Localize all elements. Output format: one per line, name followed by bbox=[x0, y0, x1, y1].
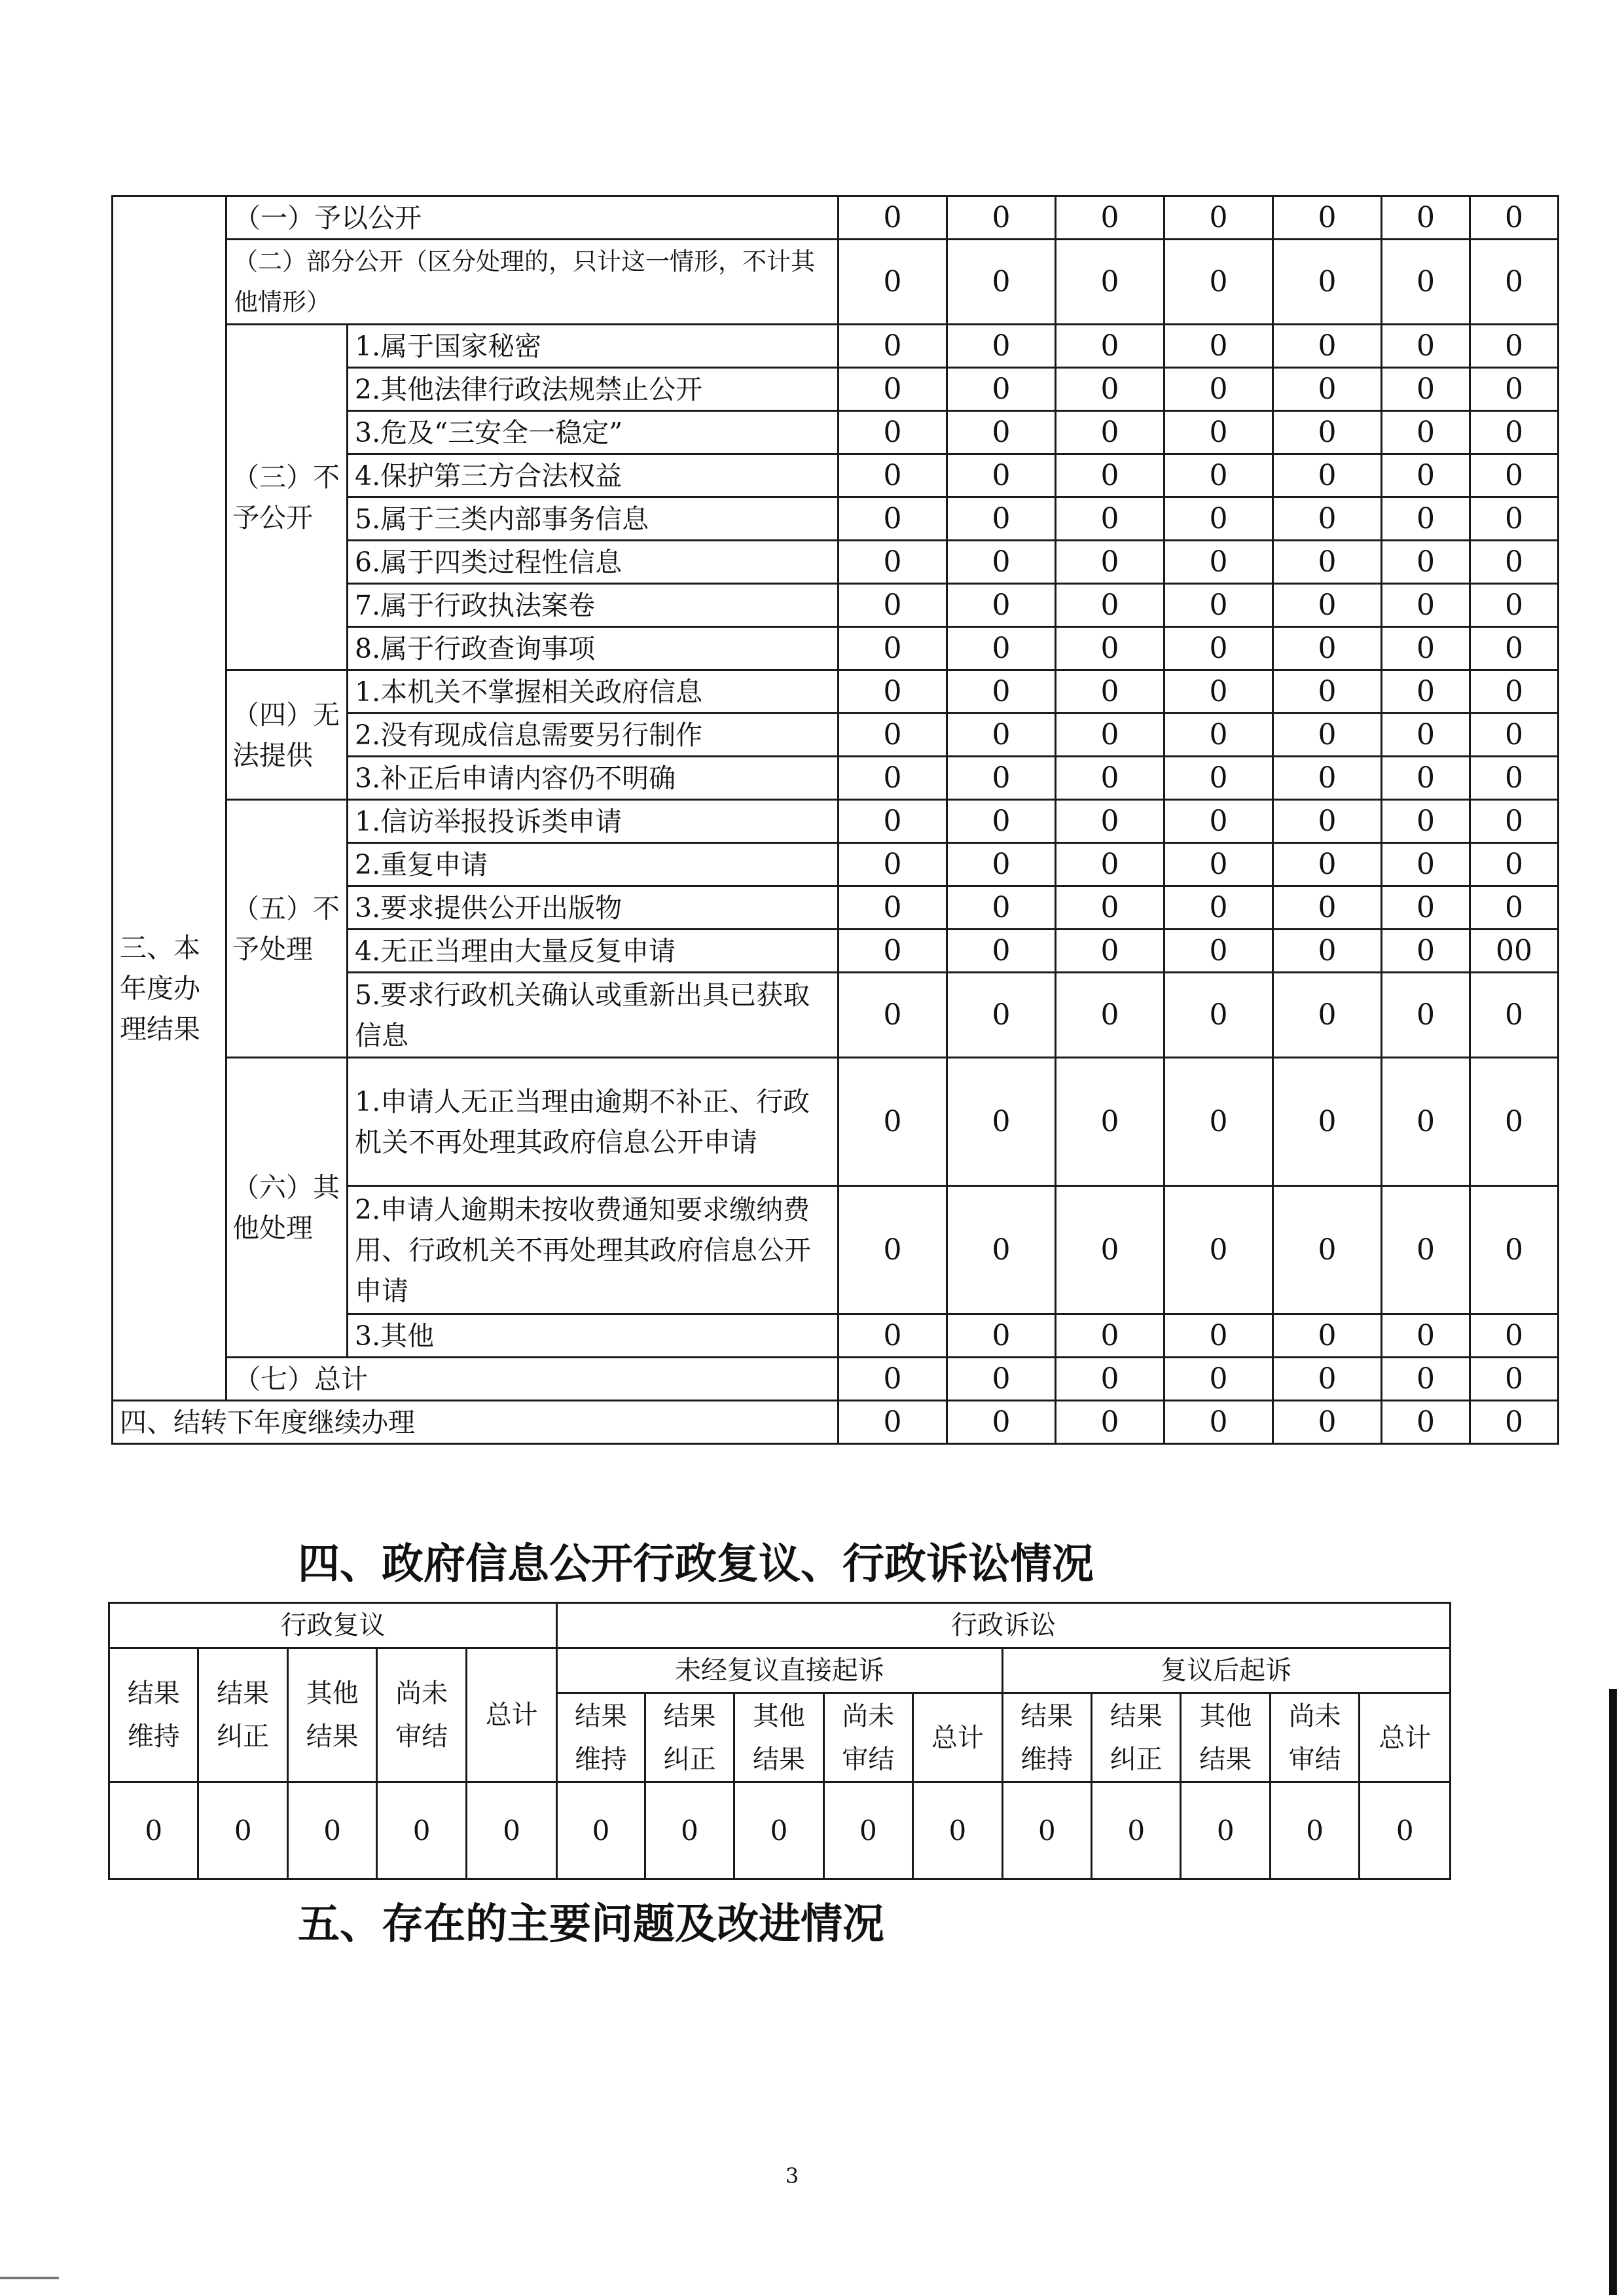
value-cell: 0 bbox=[1273, 843, 1382, 886]
value-cell: 0 bbox=[1056, 1314, 1164, 1358]
value-cell: 0 bbox=[947, 240, 1056, 325]
value-cell: 0 bbox=[1056, 368, 1164, 411]
value-cell: 0 bbox=[1056, 973, 1164, 1058]
header-line-2: 审结 bbox=[842, 1744, 895, 1775]
header-line-1: 结果 bbox=[127, 1678, 180, 1708]
value-cell: 0 bbox=[1470, 670, 1559, 714]
value-cell: 0 bbox=[1056, 670, 1164, 714]
header-line-2: 审结 bbox=[1288, 1744, 1341, 1775]
litigation-header: 行政诉讼 bbox=[557, 1603, 1451, 1648]
direct-suit-header: 未经复议直接起诉 bbox=[557, 1648, 1002, 1693]
header-line-2: 维持 bbox=[127, 1722, 180, 1752]
row-label: （二）部分公开（区分处理的，只计这一情形，不计其他情形） bbox=[226, 240, 839, 325]
table-row bbox=[113, 800, 1559, 843]
scan-mark bbox=[0, 2277, 59, 2279]
value-cell: 0 bbox=[1164, 973, 1273, 1058]
value-cell: 0 bbox=[1056, 325, 1164, 368]
value-cell: 0 bbox=[1470, 1058, 1559, 1186]
value-cell: 0 bbox=[1470, 800, 1559, 843]
value-cell: 0 bbox=[1164, 843, 1273, 886]
value-cell: 0 bbox=[1056, 584, 1164, 627]
value-cell: 0 bbox=[1273, 670, 1382, 714]
after-column-header bbox=[1092, 1693, 1181, 1782]
header-line-2: 审结 bbox=[395, 1722, 448, 1752]
category-label: （六）其他处理 bbox=[226, 1058, 348, 1358]
value-cell: 0 bbox=[1470, 411, 1559, 454]
value-cell: 0 bbox=[1056, 541, 1164, 584]
value-cell: 0 bbox=[1273, 800, 1382, 843]
value-cell: 0 bbox=[1382, 541, 1470, 584]
value-cell: 0 bbox=[839, 1314, 947, 1358]
value-cell: 0 bbox=[1056, 627, 1164, 670]
value-cell: 0 bbox=[839, 714, 947, 757]
reason-label: 6.属于四类过程性信息 bbox=[348, 541, 839, 584]
value-cell: 0 bbox=[839, 325, 947, 368]
row-label: （一）予以公开 bbox=[226, 196, 839, 240]
results-group-label: 三、本年度办理结果 bbox=[113, 196, 226, 1401]
value-cell: 0 bbox=[1470, 325, 1559, 368]
reason-label: 3.其他 bbox=[348, 1314, 839, 1358]
value-cell: 0 bbox=[1056, 757, 1164, 800]
value-cell: 0 bbox=[1470, 584, 1559, 627]
header-line-1: 结果 bbox=[217, 1678, 270, 1708]
value-cell: 0 bbox=[947, 1186, 1056, 1314]
value-cell: 0 bbox=[1164, 627, 1273, 670]
value-cell: 0 bbox=[1382, 1314, 1470, 1358]
value-cell: 0 bbox=[1164, 584, 1273, 627]
value-cell: 0 bbox=[1164, 368, 1273, 411]
header-line-1: 尚未 bbox=[395, 1678, 448, 1708]
page-number: 3 bbox=[785, 2163, 799, 2188]
header-line-2: 纠正 bbox=[1110, 1744, 1163, 1775]
value-cell: 0 bbox=[1164, 411, 1273, 454]
reason-label: 2.其他法律行政法规禁止公开 bbox=[348, 368, 839, 411]
header-line-2: 结果 bbox=[1199, 1744, 1252, 1775]
value-cell: 0 bbox=[947, 627, 1056, 670]
value-cell: 0 bbox=[1470, 1401, 1559, 1444]
section-4-heading: 四、政府信息公开行政复议、行政诉讼情况 bbox=[298, 1540, 1094, 1589]
value-cell: 0 bbox=[1056, 1358, 1164, 1401]
value-cell: 0 bbox=[1470, 1314, 1559, 1358]
value-cell: 0 bbox=[1056, 930, 1164, 973]
value-cell: 0 bbox=[1382, 930, 1470, 973]
value-cell: 0 bbox=[1164, 240, 1273, 325]
value-cell: 0 bbox=[947, 1314, 1056, 1358]
header-line-2: 纠正 bbox=[217, 1722, 270, 1752]
value-cell: 0 bbox=[1273, 454, 1382, 497]
reason-label: 1.信访举报投诉类申请 bbox=[348, 800, 839, 843]
value-cell: 0 bbox=[839, 196, 947, 240]
total-label: （七）总计 bbox=[226, 1358, 839, 1401]
review-column-header bbox=[287, 1648, 376, 1782]
value-cell: 0 bbox=[1164, 714, 1273, 757]
value-cell: 0 bbox=[1002, 1782, 1091, 1879]
reason-label: 3.危及“三安全一稳定” bbox=[348, 411, 839, 454]
direct-column-header bbox=[734, 1693, 823, 1782]
value-cell: 0 bbox=[839, 584, 947, 627]
reason-label: 5.要求行政机关确认或重新出具已获取信息 bbox=[348, 973, 839, 1058]
direct-column-header bbox=[645, 1693, 734, 1782]
value-cell: 0 bbox=[1056, 411, 1164, 454]
value-cell: 0 bbox=[1382, 411, 1470, 454]
table-row bbox=[113, 1058, 1559, 1186]
value-cell: 0 bbox=[1273, 411, 1382, 454]
application-results-table bbox=[111, 195, 1559, 1445]
value-cell: 0 bbox=[1470, 843, 1559, 886]
value-cell: 0 bbox=[1273, 714, 1382, 757]
value-cell: 0 bbox=[1273, 1058, 1382, 1186]
direct-column-header bbox=[557, 1693, 645, 1782]
value-cell: 0 bbox=[839, 1058, 947, 1186]
value-cell: 0 bbox=[1056, 800, 1164, 843]
value-cell: 0 bbox=[947, 1058, 1056, 1186]
value-cell: 0 bbox=[1382, 886, 1470, 930]
value-cell: 0 bbox=[1164, 454, 1273, 497]
header-line-2: 维持 bbox=[575, 1744, 628, 1775]
value-cell: 0 bbox=[1056, 886, 1164, 930]
review-column-header bbox=[466, 1648, 557, 1782]
value-cell: 0 bbox=[1382, 714, 1470, 757]
header-line-2: 结果 bbox=[752, 1744, 805, 1775]
after-review-suit-header: 复议后起诉 bbox=[1002, 1648, 1450, 1693]
value-cell: 0 bbox=[839, 411, 947, 454]
value-cell: 0 bbox=[1164, 1358, 1273, 1401]
value-cell: 0 bbox=[839, 1186, 947, 1314]
value-cell: 0 bbox=[947, 800, 1056, 843]
value-cell: 0 bbox=[734, 1782, 823, 1879]
header-line-1: 结果 bbox=[1110, 1701, 1163, 1731]
value-cell: 0 bbox=[1470, 240, 1559, 325]
value-cell: 0 bbox=[1273, 757, 1382, 800]
header-line-1: 总计 bbox=[485, 1700, 538, 1730]
value-cell: 0 bbox=[1470, 196, 1559, 240]
table-row bbox=[113, 196, 1559, 240]
header-line-1: 其他 bbox=[752, 1701, 805, 1731]
value-cell: 0 bbox=[947, 930, 1056, 973]
category-label: （五）不予处理 bbox=[226, 800, 348, 1058]
header-line-2: 结果 bbox=[306, 1722, 359, 1752]
value-cell: 0 bbox=[947, 196, 1056, 240]
header-line-1: 总计 bbox=[931, 1722, 984, 1753]
value-cell: 0 bbox=[947, 973, 1056, 1058]
value-cell: 0 bbox=[913, 1782, 1002, 1879]
value-cell: 0 bbox=[1273, 1186, 1382, 1314]
section-5-heading: 五、存在的主要问题及改进情况 bbox=[298, 1900, 884, 1949]
after-column-header bbox=[1360, 1693, 1451, 1782]
value-cell: 0 bbox=[1164, 670, 1273, 714]
review-column-header bbox=[198, 1648, 287, 1782]
value-cell: 0 bbox=[839, 1358, 947, 1401]
reason-label: 4.无正当理由大量反复申请 bbox=[348, 930, 839, 973]
value-cell: 0 bbox=[1164, 541, 1273, 584]
value-cell: 0 bbox=[947, 670, 1056, 714]
after-column-header bbox=[1181, 1693, 1270, 1782]
header-line-2: 维持 bbox=[1020, 1744, 1074, 1775]
value-cell: 0 bbox=[1273, 368, 1382, 411]
value-cell: 0 bbox=[839, 757, 947, 800]
value-cell: 0 bbox=[1273, 497, 1382, 541]
value-cell: 0 bbox=[947, 368, 1056, 411]
value-cell: 0 bbox=[947, 541, 1056, 584]
value-cell: 0 bbox=[1273, 627, 1382, 670]
review-column-header bbox=[109, 1648, 198, 1782]
direct-column-header bbox=[823, 1693, 912, 1782]
value-cell: 0 bbox=[1360, 1782, 1451, 1879]
value-cell: 0 bbox=[1470, 973, 1559, 1058]
value-cell: 0 bbox=[947, 1401, 1056, 1444]
value-cell: 0 bbox=[1382, 325, 1470, 368]
value-cell: 0 bbox=[198, 1782, 287, 1879]
value-cell: 0 bbox=[557, 1782, 645, 1879]
value-cell: 0 bbox=[1056, 1058, 1164, 1186]
value-cell: 0 bbox=[1056, 497, 1164, 541]
value-cell: 0 bbox=[1382, 1358, 1470, 1401]
reason-label: 3.要求提供公开出版物 bbox=[348, 886, 839, 930]
value-cell: 0 bbox=[1382, 843, 1470, 886]
value-cell: 0 bbox=[1382, 368, 1470, 411]
value-cell: 0 bbox=[1382, 584, 1470, 627]
value-cell: 0 bbox=[839, 973, 947, 1058]
reason-label: 1.属于国家秘密 bbox=[348, 325, 839, 368]
carry-over-label: 四、结转下年度继续办理 bbox=[113, 1401, 839, 1444]
value-cell: 0 bbox=[839, 843, 947, 886]
value-cell: 0 bbox=[1056, 240, 1164, 325]
category-label: （四）无法提供 bbox=[226, 670, 348, 800]
value-cell: 0 bbox=[466, 1782, 557, 1879]
value-cell: 0 bbox=[1382, 800, 1470, 843]
value-cell: 0 bbox=[1273, 196, 1382, 240]
reason-label: 1.本机关不掌握相关政府信息 bbox=[348, 670, 839, 714]
value-cell: 0 bbox=[1270, 1782, 1359, 1879]
value-cell: 0 bbox=[1382, 1058, 1470, 1186]
value-cell: 0 bbox=[947, 454, 1056, 497]
value-cell: 0 bbox=[1056, 714, 1164, 757]
value-cell: 0 bbox=[947, 497, 1056, 541]
value-cell: 0 bbox=[1273, 886, 1382, 930]
value-cell: 0 bbox=[839, 541, 947, 584]
value-cell: 0 bbox=[1273, 973, 1382, 1058]
value-cell: 0 bbox=[839, 454, 947, 497]
reason-label: 5.属于三类内部事务信息 bbox=[348, 497, 839, 541]
scan-edge-artifact bbox=[1609, 1689, 1617, 2295]
value-cell: 0 bbox=[1382, 454, 1470, 497]
value-cell: 0 bbox=[1382, 497, 1470, 541]
header-line-1: 总计 bbox=[1379, 1722, 1432, 1753]
value-cell: 0 bbox=[1164, 1314, 1273, 1358]
value-cell: 0 bbox=[1164, 886, 1273, 930]
value-cell: 0 bbox=[1164, 497, 1273, 541]
header-line-1: 结果 bbox=[663, 1701, 716, 1731]
value-cell: 0 bbox=[947, 843, 1056, 886]
value-cell: 0 bbox=[1273, 1314, 1382, 1358]
value-cell: 0 bbox=[1164, 757, 1273, 800]
category-label: （三）不予公开 bbox=[226, 325, 348, 670]
value-cell: 0 bbox=[1470, 627, 1559, 670]
value-cell: 0 bbox=[1470, 714, 1559, 757]
value-cell: 0 bbox=[1056, 1401, 1164, 1444]
value-cell: 0 bbox=[1470, 497, 1559, 541]
value-cell: 0 bbox=[947, 714, 1056, 757]
table-row bbox=[113, 670, 1559, 714]
review-column-header bbox=[377, 1648, 466, 1782]
value-cell: 0 bbox=[947, 1358, 1056, 1401]
review-litigation-table bbox=[108, 1602, 1451, 1880]
reason-label: 1.申请人无正当理由逾期不补正、行政机关不再处理其政府信息公开申请 bbox=[348, 1058, 839, 1186]
value-cell: 0 bbox=[823, 1782, 912, 1879]
value-cell: 0 bbox=[1273, 541, 1382, 584]
value-cell: 0 bbox=[1056, 843, 1164, 886]
value-cell: 0 bbox=[1470, 757, 1559, 800]
value-cell: 0 bbox=[1382, 627, 1470, 670]
table-row bbox=[113, 240, 1559, 325]
value-cell: 0 bbox=[377, 1782, 466, 1879]
value-cell: 0 bbox=[1164, 1186, 1273, 1314]
value-cell: 0 bbox=[1092, 1782, 1181, 1879]
value-cell: 0 bbox=[839, 930, 947, 973]
value-cell: 0 bbox=[109, 1782, 198, 1879]
value-cell: 0 bbox=[1164, 325, 1273, 368]
direct-column-header bbox=[913, 1693, 1002, 1782]
value-cell: 0 bbox=[1056, 196, 1164, 240]
value-cell: 0 bbox=[1056, 1186, 1164, 1314]
value-cell: 0 bbox=[839, 627, 947, 670]
value-cell: 0 bbox=[839, 800, 947, 843]
value-cell: 0 bbox=[1382, 670, 1470, 714]
value-cell: 0 bbox=[1382, 1186, 1470, 1314]
value-cell: 0 bbox=[1382, 240, 1470, 325]
header-line-1: 尚未 bbox=[842, 1701, 895, 1731]
value-cell: 0 bbox=[947, 325, 1056, 368]
header-line-1: 结果 bbox=[1020, 1701, 1074, 1731]
value-cell: 0 bbox=[1273, 1401, 1382, 1444]
table-row bbox=[113, 325, 1559, 368]
value-cell: 0 bbox=[1470, 886, 1559, 930]
after-column-header bbox=[1270, 1693, 1359, 1782]
value-cell: 0 bbox=[1273, 325, 1382, 368]
total-row bbox=[113, 1358, 1559, 1401]
reason-label: 2.申请人逾期未按收费通知要求缴纳费用、行政机关不再处理其政府信息公开申请 bbox=[348, 1186, 839, 1314]
reason-label: 7.属于行政执法案卷 bbox=[348, 584, 839, 627]
reason-label: 4.保护第三方合法权益 bbox=[348, 454, 839, 497]
value-cell: 0 bbox=[287, 1782, 376, 1879]
value-cell: 0 bbox=[839, 886, 947, 930]
reason-label: 2.重复申请 bbox=[348, 843, 839, 886]
value-cell: 0 bbox=[839, 368, 947, 411]
value-cell: 0 bbox=[1382, 973, 1470, 1058]
value-cell: 0 bbox=[947, 411, 1056, 454]
value-cell: 0 bbox=[1056, 454, 1164, 497]
value-cell: 0 bbox=[947, 886, 1056, 930]
value-cell: 0 bbox=[1273, 240, 1382, 325]
value-cell: 0 bbox=[645, 1782, 734, 1879]
value-cell: 0 bbox=[947, 584, 1056, 627]
value-cell: 0 bbox=[1164, 1401, 1273, 1444]
value-cell: 0 bbox=[1273, 1358, 1382, 1401]
value-cell: 0 bbox=[1164, 930, 1273, 973]
value-cell: 0 bbox=[1470, 541, 1559, 584]
value-cell: 0 bbox=[839, 670, 947, 714]
value-cell: 0 bbox=[947, 757, 1056, 800]
review-header: 行政复议 bbox=[109, 1603, 557, 1648]
value-cell: 0 bbox=[839, 497, 947, 541]
value-cell: 0 bbox=[1470, 368, 1559, 411]
value-cell: 0 bbox=[1164, 196, 1273, 240]
header-line-1: 尚未 bbox=[1288, 1701, 1341, 1731]
value-cell: 0 bbox=[1470, 454, 1559, 497]
reason-label: 3.补正后申请内容仍不明确 bbox=[348, 757, 839, 800]
value-cell: 0 bbox=[1470, 1358, 1559, 1401]
value-cell: 0 bbox=[839, 240, 947, 325]
value-cell: 0 bbox=[1273, 930, 1382, 973]
carry-over-row bbox=[113, 1401, 1559, 1444]
header-line-1: 其他 bbox=[1199, 1701, 1252, 1731]
reason-label: 2.没有现成信息需要另行制作 bbox=[348, 714, 839, 757]
value-cell: 0 bbox=[839, 1401, 947, 1444]
value-cell: 0 bbox=[1164, 1058, 1273, 1186]
reason-label: 8.属于行政查询事项 bbox=[348, 627, 839, 670]
value-cell: 0 bbox=[1164, 800, 1273, 843]
value-cell: 0 bbox=[1470, 1186, 1559, 1314]
header-line-1: 其他 bbox=[306, 1678, 359, 1708]
value-cell: 0 bbox=[1273, 584, 1382, 627]
value-cell: 0 bbox=[1382, 196, 1470, 240]
value-cell: 0 bbox=[1181, 1782, 1270, 1879]
header-line-1: 结果 bbox=[575, 1701, 628, 1731]
after-column-header bbox=[1002, 1693, 1091, 1782]
value-cell: 0 bbox=[1382, 757, 1470, 800]
value-cell: 0 bbox=[1382, 1401, 1470, 1444]
header-line-2: 纠正 bbox=[663, 1744, 716, 1775]
value-cell: 00 bbox=[1470, 930, 1559, 973]
